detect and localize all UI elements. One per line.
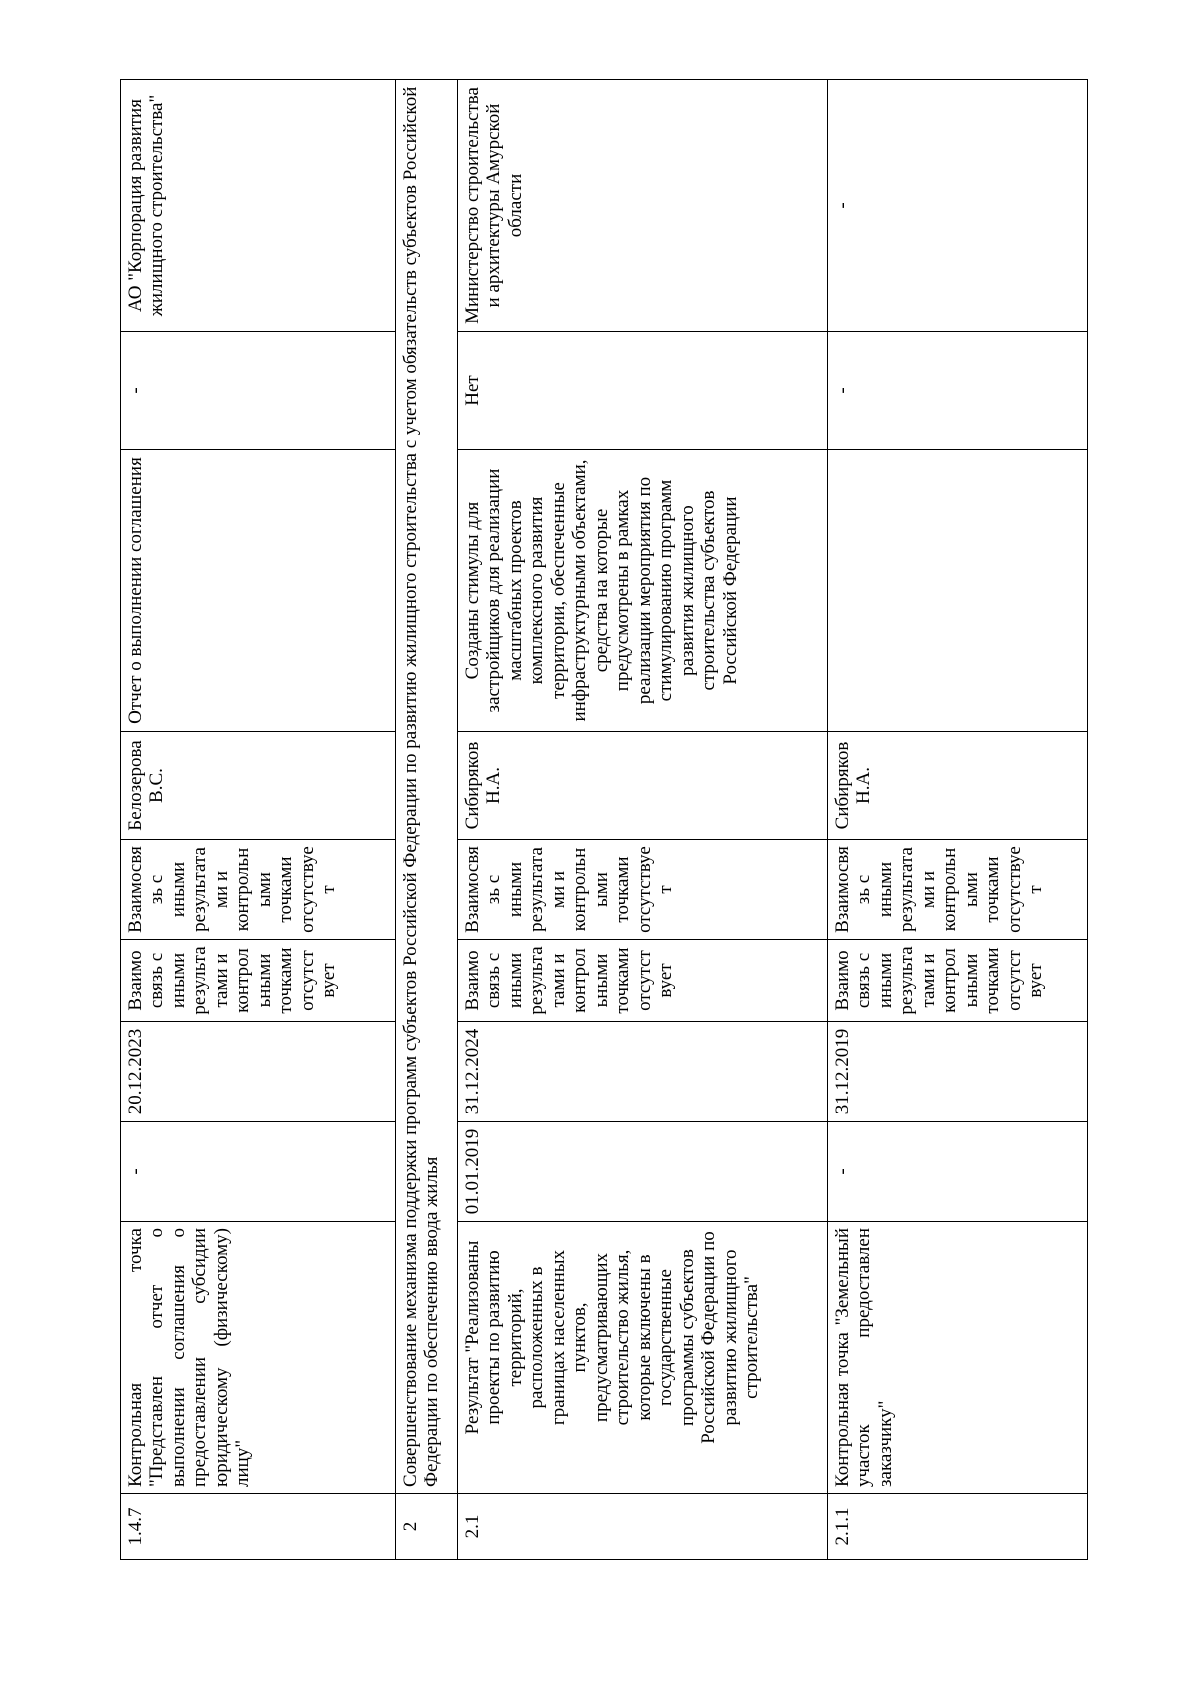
row-name: Результат "Реализованы проекты по развитию территорий, расположенных в границах населенных пунктов, предусматривающих строительство жилья, которые включены в государственные программы субъектов Российской Федерации по развитию жилищного строительства" [458, 1222, 828, 1494]
row-number: 2 [396, 1494, 458, 1560]
executor: АО "Корпорация развития жилищного строительства" [121, 80, 396, 332]
link-next: Взаимосвязь с иными результатами и контрольными точками отсутствует [458, 840, 828, 940]
table-row [458, 80, 828, 1560]
link-previous: Взаимосвязь с иными результатами и контрольными точками отсутствует [121, 940, 396, 1022]
result-document: Отчет о выполнении соглашения [121, 450, 396, 732]
level-control: - [121, 332, 396, 450]
responsible-person: Белозерова В.С. [121, 732, 396, 840]
responsible-person: Сибиряков Н.А. [828, 732, 1088, 840]
level-control: Нет [458, 332, 828, 450]
row-name: Контрольная точка "Представлен отчет о выполнении соглашения о предоставлении субсидии юридическому (физическому) лицу" [121, 1222, 396, 1494]
end-date: 20.12.2023 [121, 1022, 396, 1122]
link-previous: Взаимосвязь с иными результатами и контрольными точками отсутствует [458, 940, 828, 1022]
section-row [396, 80, 458, 1560]
result-document: Созданы стимулы для застройщиков для реализации масштабных проектов комплексного развития территории, обеспеченные инфраструктурными объектами, средства на которые предусмотрены в рамках реализации мероприятия по стимулированию программ развития жилищного строительства субъектов Российской Федерации [458, 450, 828, 732]
start-date: 01.01.2019 [458, 1122, 828, 1222]
row-number: 2.1 [458, 1494, 828, 1560]
result-document [828, 450, 1088, 732]
executor: Министерство строительства и архитектуры Амурской области [458, 80, 828, 332]
executor: - [828, 80, 1088, 332]
table-row [121, 80, 396, 1560]
table-row [828, 80, 1088, 1560]
start-date: - [121, 1122, 396, 1222]
row-number: 1.4.7 [121, 1494, 396, 1560]
link-previous: Взаимосвязь с иными результатами и контрольными точками отсутствует [828, 940, 1088, 1022]
section-title: Совершенствование механизма поддержки программ субъектов Российской Федерации по развитию жилищного строительства с учетом обязательств субъектов Российской Федерации по обеспечению ввода жилья [396, 80, 458, 1494]
end-date: 31.12.2019 [828, 1022, 1088, 1122]
plan-table [120, 79, 1088, 1560]
responsible-person: Сибиряков Н.А. [458, 732, 828, 840]
rotated-table-container [40, 0, 1150, 1660]
link-next: Взаимосвязь с иными результатами и контрольными точками отсутствует [828, 840, 1088, 940]
level-control: - [828, 332, 1088, 450]
start-date: - [828, 1122, 1088, 1222]
row-name: Контрольная точка "Земельный участок предоставлен заказчику" [828, 1222, 1088, 1494]
row-number: 2.1.1 [828, 1494, 1088, 1560]
end-date: 31.12.2024 [458, 1022, 828, 1122]
link-next: Взаимосвязь с иными результатами и контрольными точками отсутствует [121, 840, 396, 940]
